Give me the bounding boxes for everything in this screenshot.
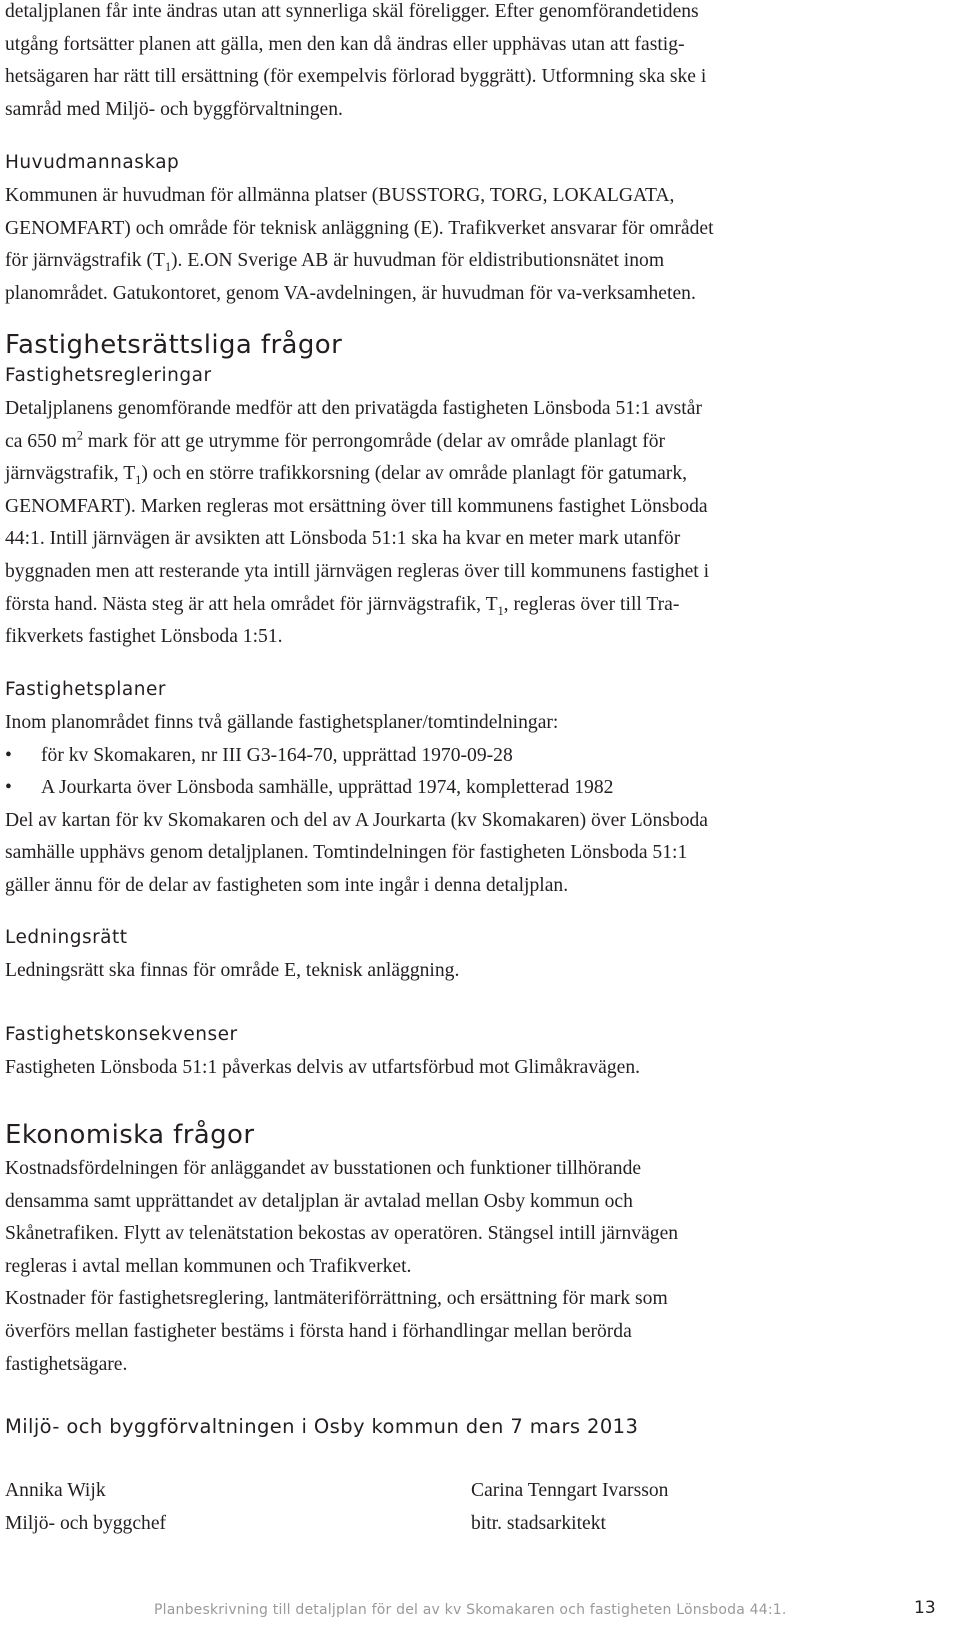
intro-paragraph xyxy=(5,0,706,126)
section-ekonomiska xyxy=(5,1120,678,1381)
main-heading: Fastighetsrättsliga frågor xyxy=(5,330,343,360)
page-number: 13 xyxy=(914,1598,936,1618)
text-line: fikverkets fastighet Lönsboda 1:51. xyxy=(5,626,283,648)
text-line: Ledningsrätt ska finnas för område E, teknisk anläggning. xyxy=(5,960,460,981)
signature-left xyxy=(5,1474,166,1540)
text-line: Fastigheten Lönsboda 51:1 påverkas delvis av utfartsförbud mot Glimåkravägen. xyxy=(5,1057,641,1078)
dateline-text: Miljö- och byggförvaltningen i Osby kommun den 7 mars 2013 xyxy=(5,1415,639,1438)
text-line: Kostnadsfördelningen för anläggandet av busstationen och funktioner tillhörande xyxy=(5,1158,642,1179)
main-heading: Ekonomiska frågor xyxy=(5,1120,255,1150)
subsection-fastighetskonsekvenser xyxy=(5,1020,640,1085)
dateline xyxy=(5,1412,638,1442)
text-line: Kostnader för fastighetsreglering, lantmäteriförrättning, och ersättning för mark som xyxy=(5,1288,668,1310)
bullet-list xyxy=(5,740,708,805)
text-line: planområdet. Gatukontoret, genom VA-avdelningen, är huvudman för va-verksamheten. xyxy=(5,282,696,304)
text-line: Inom planområdet finns två gällande fastighetsplaner/tomtindelningar: xyxy=(5,712,559,733)
subsection-fastighetsregleringar xyxy=(5,361,709,654)
list-item: • A Jourkarta över Lönsboda samhälle, upprättad 1974, kompletterad 1982 xyxy=(5,772,708,805)
text-line: regleras i avtal mellan kommunen och Trafikverket. xyxy=(5,1255,412,1277)
text-line: GENOMFART). Marken regleras mot ersättning över till kommunens fastighet Lönsboda xyxy=(5,495,708,517)
bullet-icon: • xyxy=(5,777,12,799)
text-line: utgång fortsätter planen att gälla, men den kan då ändras eller upphävas utan att fastig- xyxy=(5,33,685,55)
text-line: första hand. Nästa steg är att hela området för järnvägstrafik, $T_1$, regleras över till Tra- xyxy=(5,593,680,618)
subsection-heading: Fastighetsregleringar xyxy=(5,365,212,386)
subsection-heading: Fastighetsplaner xyxy=(5,679,166,700)
subsection-heading: Ledningsrätt xyxy=(5,927,128,948)
subsection-heading: Fastighetskonsekvenser xyxy=(5,1024,238,1045)
text-line: Detaljplanens genomförande medför att den privatägda fastigheten Lönsboda 51:1 avstår xyxy=(5,398,702,419)
text-line: överförs mellan fastigheter bestäms i första hand i förhandlingar mellan berörda xyxy=(5,1320,632,1342)
section-heading: Huvudmannaskap xyxy=(5,152,180,173)
text-line: 44:1. Intill järnvägen är avsikten att Lönsboda 51:1 ska ha kvar en meter mark utanför xyxy=(5,528,681,550)
text-line: för järnvägstrafik $(T_1)$. E.ON Sverige AB är huvudman för eldistributionsnätet inom xyxy=(5,250,665,275)
text-line: Kommunen är huvudman för allmänna platser (BUSSTORG, TORG, LOKALGATA, xyxy=(5,185,675,206)
signature-right xyxy=(471,1474,668,1540)
text-line: byggnaden men att resterande yta intill järnvägen regleras över till kommunens fastighet i xyxy=(5,560,710,582)
bullet-icon: • xyxy=(5,744,12,766)
signatory-name: Annika Wijk xyxy=(5,1480,106,1501)
text-line: GENOMFART) och område för teknisk anläggning (E). Trafikverket ansvarar för området xyxy=(5,217,714,239)
text-line: samhälle upphävs genom detaljplanen. Tomtindelningen för fastigheten Lönsboda 51:1 xyxy=(5,842,688,864)
subsection-ledningsratt xyxy=(5,923,459,988)
text-line: fastighetsägare. xyxy=(5,1353,128,1375)
signatory-name: Carina Tenngart Ivarsson xyxy=(471,1480,669,1501)
text-line: densamma samt upprättandet av detaljplan är avtalad mellan Osby kommun och xyxy=(5,1190,633,1212)
list-item: • för kv Skomakaren, nr III G3-164-70, upprättad 1970-09-28 xyxy=(5,740,708,773)
page-footer: Planbeskrivning till detaljplan för del av kv Skomakaren och fastigheten Lönsboda 44:1. xyxy=(154,1602,787,1618)
text-line: ca 650 $m^2$ mark för att ge utrymme för perrongområde (delar av område planlagt för xyxy=(5,428,666,452)
section-fastighetsrattsliga xyxy=(5,330,342,360)
text-line: detaljplanen får inte ändras utan att synnerliga skäl föreligger. Efter genomförandetidens xyxy=(5,1,699,22)
text-line: hetsägaren har rätt till ersättning (för exempelvis förlorad byggrätt). Utformning ska ske i xyxy=(5,66,707,88)
text-line: Del av kartan för kv Skomakaren och del av A Jourkarta (kv Skomakaren) över Lönsboda xyxy=(5,809,708,831)
section-huvudmannaskap xyxy=(5,148,714,310)
subsection-fastighetsplaner xyxy=(5,675,708,903)
signatory-title: bitr. stadsarkitekt xyxy=(471,1513,606,1534)
text-line: järnvägstrafik, $T_1$) och en större trafikkorsning (delar av område planlagt för gatumark, xyxy=(5,463,688,488)
signatory-title: Miljö- och byggchef xyxy=(5,1513,167,1534)
text-line: samråd med Miljö- och byggförvaltningen. xyxy=(5,98,343,120)
text-line: Skånetrafiken. Flytt av telenätstation bekostas av operatören. Stängsel intill järnvägen xyxy=(5,1223,679,1245)
text-line: gäller ännu för de delar av fastigheten som inte ingår i denna detaljplan. xyxy=(5,874,569,896)
